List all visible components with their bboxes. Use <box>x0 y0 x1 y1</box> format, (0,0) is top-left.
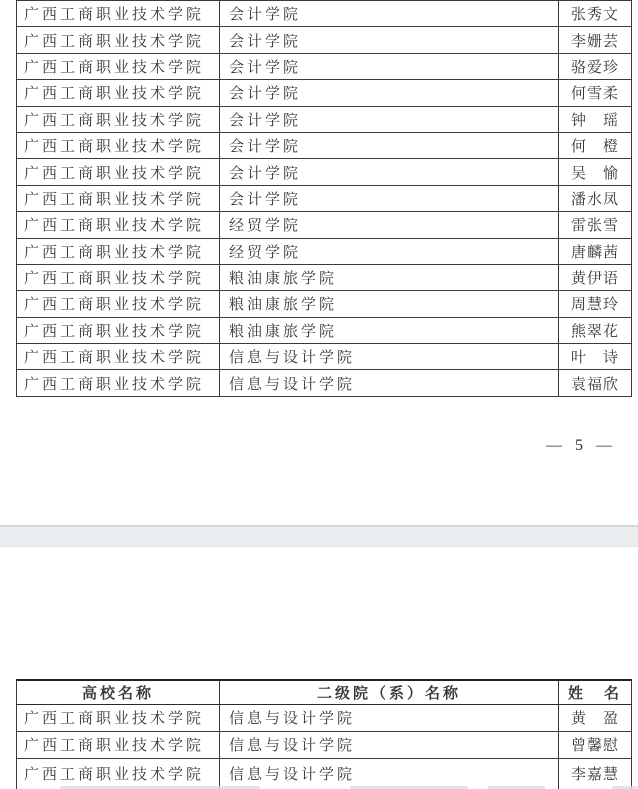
cell-university: 广西工商职业技术学院 <box>17 370 220 396</box>
cell-college: 会计学院 <box>220 159 559 185</box>
header-college: 二级院（系）名称 <box>220 680 559 704</box>
cell-name: 潘水凤 <box>559 185 632 211</box>
cell-college: 会计学院 <box>220 27 559 53</box>
cell-name: 叶 诗 <box>559 344 632 370</box>
cell-college: 会计学院 <box>220 132 559 158</box>
cell-university: 广西工商职业技术学院 <box>17 758 220 789</box>
cell-college: 会计学院 <box>220 53 559 79</box>
cell-college: 粮油康旅学院 <box>220 317 559 343</box>
table-row <box>17 317 632 343</box>
roster-table-page5 <box>16 0 632 397</box>
cell-university: 广西工商职业技术学院 <box>17 27 220 53</box>
cell-college: 会计学院 <box>220 185 559 211</box>
cell-university: 广西工商职业技术学院 <box>17 159 220 185</box>
table-row <box>17 185 632 211</box>
cell-name: 曾馨慰 <box>559 731 632 758</box>
table-row <box>17 159 632 185</box>
cell-name: 黄伊语 <box>559 264 632 290</box>
cell-university: 广西工商职业技术学院 <box>17 106 220 132</box>
cell-name: 吴 愉 <box>559 159 632 185</box>
cell-college: 信息与设计学院 <box>220 370 559 396</box>
page-separator-band <box>0 525 638 547</box>
roster-table-page6 <box>16 679 632 789</box>
table-row <box>17 344 632 370</box>
table-row <box>17 212 632 238</box>
page-number: — 5 — <box>546 437 613 454</box>
cell-college: 会计学院 <box>220 106 559 132</box>
cell-name: 熊翠花 <box>559 317 632 343</box>
cell-name: 骆爱珍 <box>559 53 632 79</box>
cell-university: 广西工商职业技术学院 <box>17 132 220 158</box>
cell-college: 信息与设计学院 <box>220 758 559 789</box>
table-row <box>17 731 632 758</box>
table-row <box>17 1 632 27</box>
table-row <box>17 80 632 106</box>
cell-college: 会计学院 <box>220 80 559 106</box>
cell-college: 信息与设计学院 <box>220 344 559 370</box>
cell-university: 广西工商职业技术学院 <box>17 185 220 211</box>
cell-university: 广西工商职业技术学院 <box>17 1 220 27</box>
table-row <box>17 238 632 264</box>
cell-name: 何 橙 <box>559 132 632 158</box>
table-row <box>17 758 632 789</box>
cell-university: 广西工商职业技术学院 <box>17 291 220 317</box>
cell-college: 粮油康旅学院 <box>220 291 559 317</box>
cell-college: 会计学院 <box>220 1 559 27</box>
cell-name: 唐麟茜 <box>559 238 632 264</box>
table-row <box>17 704 632 731</box>
cell-name: 袁福欣 <box>559 370 632 396</box>
cell-name: 李姗芸 <box>559 27 632 53</box>
cell-college: 信息与设计学院 <box>220 704 559 731</box>
header-name: 姓 名 <box>559 680 632 704</box>
cell-college: 粮油康旅学院 <box>220 264 559 290</box>
cell-university: 广西工商职业技术学院 <box>17 264 220 290</box>
cell-university: 广西工商职业技术学院 <box>17 704 220 731</box>
table-row <box>17 370 632 396</box>
table-header-row <box>17 680 632 704</box>
cell-college: 经贸学院 <box>220 238 559 264</box>
cell-name: 李嘉慧 <box>559 758 632 789</box>
cell-name: 周慧玲 <box>559 291 632 317</box>
table-row <box>17 264 632 290</box>
table-row <box>17 291 632 317</box>
cell-university: 广西工商职业技术学院 <box>17 80 220 106</box>
cell-university: 广西工商职业技术学院 <box>17 212 220 238</box>
cell-college: 经贸学院 <box>220 212 559 238</box>
table-row <box>17 132 632 158</box>
cell-university: 广西工商职业技术学院 <box>17 731 220 758</box>
table-row <box>17 53 632 79</box>
cell-name: 雷张雪 <box>559 212 632 238</box>
cell-university: 广西工商职业技术学院 <box>17 53 220 79</box>
cell-college: 信息与设计学院 <box>220 731 559 758</box>
table-row <box>17 27 632 53</box>
cell-university: 广西工商职业技术学院 <box>17 317 220 343</box>
table-row <box>17 106 632 132</box>
cell-name: 何雪柔 <box>559 80 632 106</box>
cell-university: 广西工商职业技术学院 <box>17 238 220 264</box>
cell-name: 黄 盈 <box>559 704 632 731</box>
cell-name: 钟 瑶 <box>559 106 632 132</box>
cell-university: 广西工商职业技术学院 <box>17 344 220 370</box>
cell-name: 张秀文 <box>559 1 632 27</box>
header-university: 高校名称 <box>17 680 220 704</box>
